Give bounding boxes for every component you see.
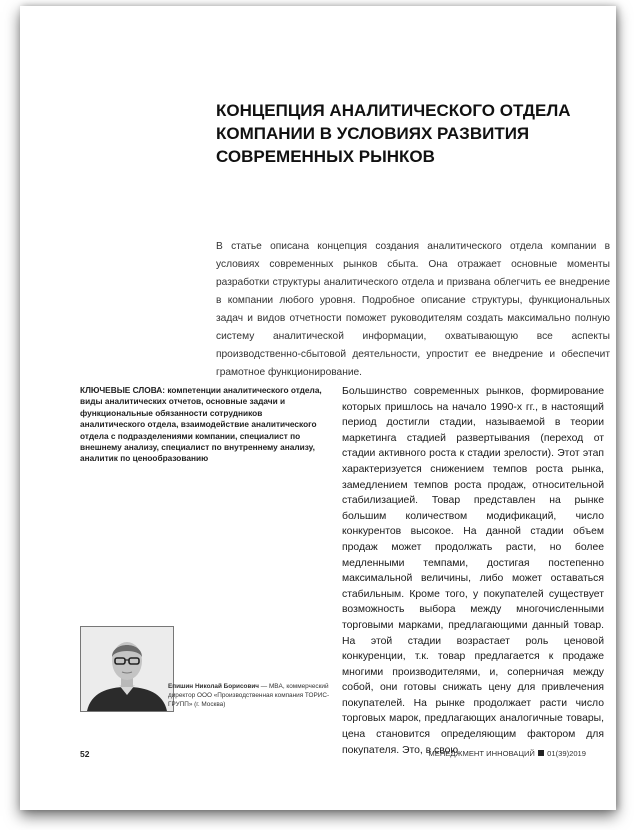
title-line: КОМПАНИИ В УСЛОВИЯХ РАЗВИТИЯ	[216, 124, 530, 143]
title-line: СОВРЕМЕННЫХ РЫНКОВ	[216, 147, 435, 166]
author-info: — MBA, коммерческий директор ООО «Производственная компания ТОРИС-ГРУПП» (г. Москва)	[168, 683, 330, 708]
journal-page	[20, 6, 616, 810]
keywords-label: КЛЮЧЕВЫЕ СЛОВА:	[80, 385, 166, 395]
article-body: Большинство современных рынков, формирование которых пришлось на начало 1990-х гг., в настоящий период достигли стадии, называемой в теории маркетинга стадией развертывания (переход от стадии активного роста к стадии зрелости). Этот этап характеризуется снижением темпов роста рынка, замедлением темпов роста продаж, относительной стабилизацией. Товар представлен на рынке большим количеством модификаций, число конкурентов высокое. На данной стадии объем продаж может продолжать расти, но более медленными темпами, достигая постепенно максимальной величины, либо может оставаться стабильным. Кроме того, у покупателей существует возможность выбора между многочисленными торговыми марками, предлагающими данный товар. На этой стадии возрастает роль ценовой конкуренции, т.к. товар предлагается к продаже многими производителями, и, соперничая между собой, они готовы снижать цену для привлечения покупателей. На рынке продолжает расти число торговых марок, предлагающих аналогичные товары, цена становится определяющим фактором для покупателя. Это, в свою	[342, 386, 604, 756]
title-line: КОНЦЕПЦИЯ АНАЛИТИЧЕСКОГО ОТДЕЛА	[216, 101, 571, 120]
keywords-block	[80, 385, 328, 465]
journal-issue: 01(39)2019	[547, 749, 586, 758]
keywords-list: компетенции аналитического отдела, виды аналитических отчетов, основные задачи и функциональные обязанности сотрудников аналитического отдела, взаимодействие аналитического отдела с подразделениями компании, специалист по внешнему анализу, специалист по внутреннему анализу, аналитик по ценообразованию	[80, 385, 322, 464]
page-number: 52	[80, 749, 90, 759]
author-name: Епишин Николай Борисович	[168, 683, 260, 690]
journal-name: МЕНЕДЖМЕНТ ИННОВАЦИЙ	[428, 749, 535, 758]
author-caption	[168, 682, 348, 709]
article-title	[216, 99, 596, 168]
journal-footer	[428, 749, 586, 758]
author-portrait-icon	[81, 627, 173, 711]
author-photo	[80, 626, 174, 712]
square-bullet-icon	[538, 750, 544, 756]
article-abstract: В статье описана концепция создания аналитического отдела компании в условиях современных рынков сбыта. Она отражает основные моменты разработки структуры аналитического отдела и призвана облегчить ее внедрение в компании любого уровня. Подробное описание структуры, функциональных задач и видов отчетности поможет руководителям создать максимально полную систему аналитической информации, охватывающую все аспекты производственно-сбытовой деятельности, упростит ее внедрение и обеспечит грамотное функционирование.	[216, 241, 610, 378]
